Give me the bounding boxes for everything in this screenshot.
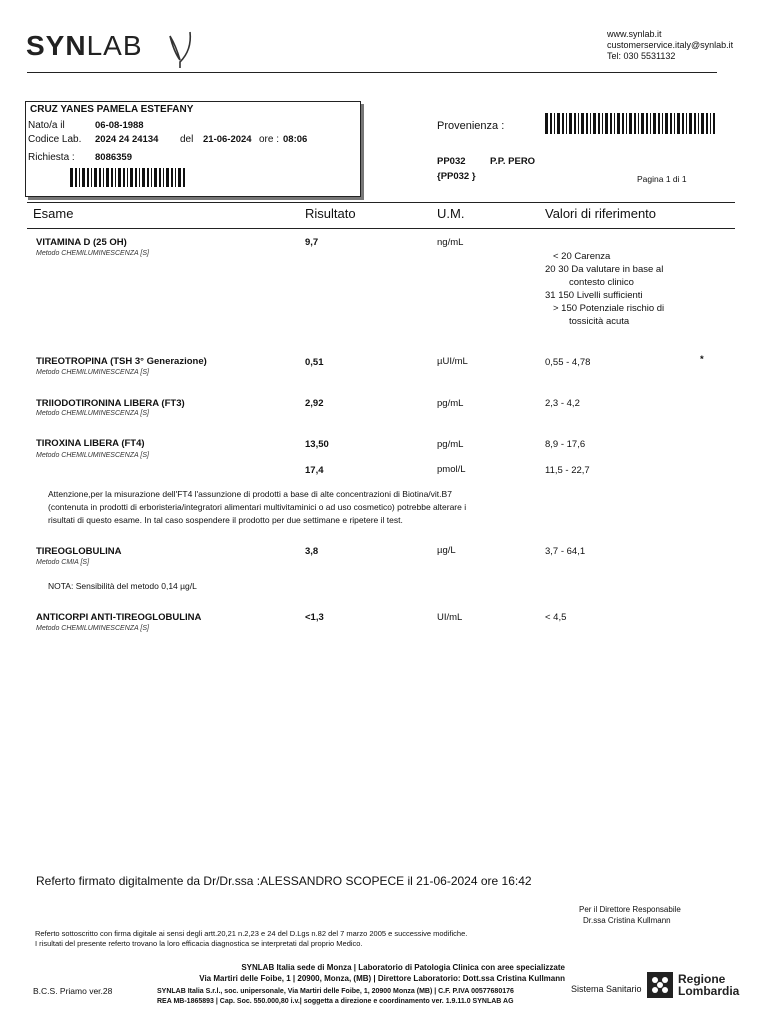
lab-line: Via Martiri delle Foibe, 1 | 20900, Monza, (MB) | Direttore Laboratorio: Dott.ssa Cristina Kullmann <box>199 974 565 983</box>
ref-ft3: 2,3 - 4,2 <box>545 398 580 409</box>
col-header-risultato: Risultato <box>305 206 356 221</box>
ref-line: tossicità acuta <box>569 316 630 327</box>
provenance-code: PP032 <box>437 156 466 167</box>
result-ft4: 13,50 <box>305 439 329 450</box>
table-header-line <box>27 228 735 229</box>
unit-tireoglobulina: µg/L <box>437 545 456 556</box>
email-link[interactable]: customerservice.italy@synlab.it <box>607 40 734 50</box>
time-value: 08:06 <box>283 134 308 145</box>
ref-tireoglobulina: 3,7 - 64,1 <box>545 546 586 557</box>
unit-ft4-pmol: pmol/L <box>437 464 466 475</box>
contact-info <box>607 29 733 62</box>
test-name-ft4: TIROXINA LIBERA (FT4) <box>36 438 145 449</box>
lombardia-word: Lombardia <box>678 984 740 998</box>
company-line: REA MB-1865893 | Cap. Soc. 550.000,80 i.v.| soggetta a direzione e coordinamento ver. 1.9.11.0 SYNLAB AG <box>157 998 514 1005</box>
note-line: risultati di questo esame. In tal caso sospendere il prodotto per due settimane e ripetere il test. <box>48 515 403 525</box>
director-line: Per il Direttore Responsabile <box>579 905 681 914</box>
sensitivity-note: NOTA: Sensibilità del metodo 0,14 µg/L <box>48 581 197 591</box>
note-line: Attenzione,per la misurazione dell'FT4 l'assunzione di prodotti a base di alte concentrazioni di Biotina/vit.B7 <box>48 489 452 499</box>
phone-text: Tel: 030 5531132 <box>607 51 676 61</box>
provenance-label: Provenienza : <box>437 120 505 132</box>
col-header-esame: Esame <box>33 206 74 221</box>
test-method-ft3: Metodo CHEMILUMINESCENZA [S] <box>36 410 149 417</box>
unit-anti-tireoglobulina: UI/mL <box>437 612 463 623</box>
ore-label: ore : <box>259 134 280 145</box>
ref-ft4-pmol: 11,5 - 22,7 <box>545 465 590 476</box>
unit-tsh: µUI/mL <box>437 356 468 367</box>
company-info <box>157 987 514 1007</box>
result-anti-tireoglobulina: <1,3 <box>305 612 324 623</box>
patient-name: CRUZ YANES PAMELA ESTEFANY <box>30 104 194 115</box>
regione-lombardia-text <box>678 973 739 997</box>
biotin-note <box>48 488 466 527</box>
ref-line: > 150 Potenziale rischio di <box>553 303 665 314</box>
test-method-tireoglobulina: Metodo CMIA [S] <box>36 559 90 566</box>
test-name-vitamina-d: VITAMINA D (25 OH) <box>36 237 127 248</box>
table-top-line <box>27 202 735 203</box>
synlab-logo: SYNLAB <box>26 30 143 61</box>
lab-line: SYNLAB Italia sede di Monza | Laboratorio di Patologia Clinica con aree specializzate <box>241 963 565 972</box>
website-link[interactable]: www.synlab.it <box>607 29 662 39</box>
result-vitamina-d: 9,7 <box>305 237 319 248</box>
ref-tsh: 0,55 - 4,78 <box>545 357 591 368</box>
unit-ft3: pg/mL <box>437 398 464 409</box>
test-name-tsh: TIREOTROPINA (TSH 3° Generazione) <box>36 356 207 367</box>
date-value: 21-06-2024 <box>203 134 252 145</box>
born-value: 06-08-1988 <box>95 120 144 131</box>
lab-info <box>199 962 565 984</box>
unit-vitamina-d: ng/mL <box>437 237 464 248</box>
result-tireoglobulina: 3,8 <box>305 546 319 557</box>
provenance-code-secondary: {PP032 } <box>437 171 476 182</box>
software-version: B.C.S. Priamo ver.28 <box>33 986 113 996</box>
director-block <box>579 904 681 926</box>
result-tsh: 0,51 <box>305 357 324 368</box>
page-number: Pagina 1 di 1 <box>637 174 687 184</box>
request-value: 8086359 <box>95 152 132 163</box>
ref-ft4: 8,9 - 17,6 <box>545 439 586 450</box>
ref-anti-tireoglobulina: < 4,5 <box>545 612 567 623</box>
digital-signature-text: Referto firmato digitalmente da Dr/Dr.ssa :ALESSANDRO SCOPECE il 21-06-2024 ore 16:42 <box>36 874 532 888</box>
director-name: Dr.ssa Cristina Kullmann <box>583 916 671 925</box>
provenance-barcode-icon <box>545 113 715 134</box>
result-ft3: 2,92 <box>305 398 324 409</box>
synlab-leaf-icon <box>166 30 196 70</box>
col-header-um: U.M. <box>437 206 465 221</box>
code-value: 2024 24 24134 <box>95 134 159 145</box>
test-method-tsh: Metodo CHEMILUMINESCENZA [S] <box>36 369 149 376</box>
sistema-sanitario-text: Sistema Sanitario <box>571 984 642 994</box>
legal-notice <box>35 929 467 949</box>
col-header-valori: Valori di riferimento <box>545 206 657 221</box>
request-barcode-icon <box>70 168 186 187</box>
header-divider <box>27 72 717 73</box>
test-method-ft4: Metodo CHEMILUMINESCENZA [S] <box>36 452 149 459</box>
test-name-ft3: TRIIODOTIRONINA LIBERA (FT3) <box>36 398 185 409</box>
ref-line: < 20 Carenza <box>553 251 611 262</box>
note-line: (contenuta in prodotti di erboristeria/integratori alimentari multivitaminici o ad uso cosmetico) potrebbe alterare i <box>48 502 467 512</box>
company-line: SYNLAB Italia S.r.l., soc. unipersonale, Via Martiri delle Foibe, 1, 20900 Monza (MB) | C.F. P.IVA 00577680176 <box>157 988 514 995</box>
test-name-anti-tireoglobulina: ANTICORPI ANTI-TIREOGLOBULINA <box>36 612 202 623</box>
ref-line: 20 30 Da valutare in base al <box>545 264 664 275</box>
del-label: del <box>180 134 194 145</box>
born-label: Nato/a il <box>28 120 65 131</box>
test-method-anti-tireoglobulina: Metodo CHEMILUMINESCENZA [S] <box>36 625 149 632</box>
legal-line: I risultati del presente referto trovano la loro efficacia diagnostica se interpretati dal proprio Medico. <box>35 939 363 948</box>
ref-line: 31 150 Livelli sufficienti <box>545 290 643 301</box>
test-name-tireoglobulina: TIREOGLOBULINA <box>36 546 122 557</box>
legal-line: Referto sottoscritto con firma digitale ai sensi degli artt.20,21 n.2,23 e 24 del D.Lgs n.82 del 7 marzo 2005 e successive modifiche. <box>35 929 468 938</box>
provenance-name: P.P. PERO <box>490 156 536 167</box>
request-label: Richiesta : <box>28 152 75 163</box>
code-label: Codice Lab. <box>28 134 82 145</box>
regione-word: Regione <box>678 972 726 986</box>
result-ft4-pmol: 17,4 <box>305 465 324 476</box>
abnormal-flag: * <box>700 354 704 365</box>
test-method-vitamina-d: Metodo CHEMILUMINESCENZA [S] <box>36 250 149 257</box>
unit-ft4: pg/mL <box>437 439 464 450</box>
regione-lombardia-logo-icon <box>647 972 673 998</box>
ref-line: contesto clinico <box>569 277 634 288</box>
